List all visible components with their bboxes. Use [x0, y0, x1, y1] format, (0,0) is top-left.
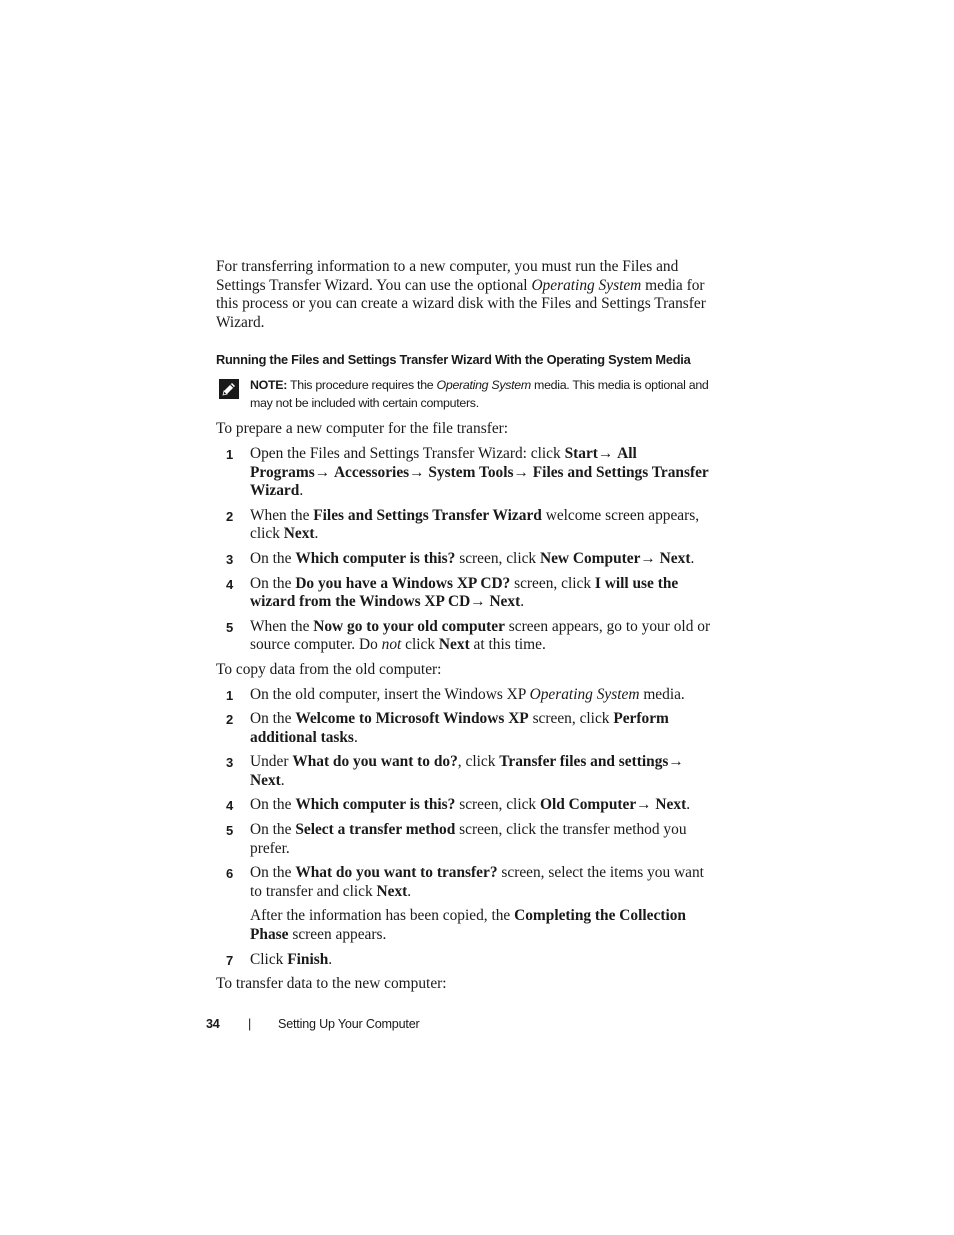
- ui-term: Next: [655, 796, 687, 814]
- step-text: [250, 686, 685, 703]
- page-number: 34: [206, 1017, 220, 1031]
- ui-term: Next: [250, 771, 281, 789]
- text: On the: [250, 821, 296, 839]
- step-text: [250, 507, 699, 543]
- text: On the: [250, 574, 296, 592]
- arrow: →: [470, 593, 490, 611]
- step-number: 5: [226, 823, 234, 839]
- step-subparagraph: [250, 907, 716, 944]
- ui-term: New Computer: [539, 549, 641, 567]
- text: When the: [250, 617, 314, 635]
- list-item: [216, 686, 716, 705]
- ui-term: All Programs: [250, 444, 637, 481]
- intro-text: For transferring information to a new computer, you must run the Files and Settings Transfer Wizard. You can use the optional: [216, 258, 679, 294]
- emphasis: Operating System: [529, 685, 640, 703]
- list-item: [216, 796, 716, 815]
- text: .: [686, 796, 691, 814]
- intro-paragraph: [216, 258, 716, 332]
- text: When the: [250, 506, 314, 524]
- note-text: [250, 376, 716, 412]
- text: screen, click the transfer method you prefer.: [250, 821, 687, 857]
- footer-separator: |: [248, 1017, 252, 1031]
- section-heading: Running the Files and Settings Transfer Wizard With the Operating System Media: [216, 352, 691, 368]
- ui-term: Transfer files and settings: [499, 753, 669, 771]
- text: Click: [250, 950, 288, 968]
- text: screen appears, go to your old or source computer. Do: [250, 617, 711, 654]
- arrow: →: [513, 463, 533, 481]
- list-item: [216, 445, 716, 501]
- ui-term: Completing the Collection Phase: [250, 907, 686, 944]
- copy-lead: To copy data from the old computer:: [216, 660, 442, 678]
- ui-term: Start: [564, 444, 598, 462]
- text: media.: [639, 685, 685, 703]
- note-pencil-icon: [219, 379, 239, 399]
- text: .: [328, 950, 333, 968]
- copy-steps: [216, 686, 716, 970]
- prepare-steps: [216, 445, 716, 655]
- text: screen, click: [455, 796, 540, 814]
- step-text: [250, 864, 704, 900]
- arrow: →: [597, 444, 618, 462]
- step-text: [250, 753, 684, 789]
- note-text-end: media. This media is optional and may not be included with certain computers.: [250, 378, 709, 411]
- text: Under: [250, 753, 293, 771]
- step-number: 3: [226, 755, 234, 771]
- ui-term: Which computer is this?: [295, 796, 456, 814]
- step-text: [250, 445, 709, 499]
- list-item: [216, 507, 716, 544]
- ui-term: Next: [489, 593, 521, 611]
- text: screen, click: [528, 710, 614, 728]
- ui-term: Now go to your old computer: [313, 617, 505, 635]
- text: click: [401, 636, 439, 654]
- prepare-lead: To prepare a new computer for the file transfer:: [216, 420, 509, 438]
- text: Open the Files and Settings Transfer Wizard: click: [250, 444, 565, 462]
- text: .: [314, 525, 319, 543]
- text: .: [299, 482, 304, 500]
- arrow: →: [640, 549, 660, 567]
- step-number: 4: [226, 576, 234, 592]
- list-item: [216, 951, 716, 970]
- ui-term: Welcome to Microsoft Windows XP: [295, 710, 529, 728]
- text: On the: [250, 710, 296, 728]
- list-item: [216, 753, 716, 790]
- intro-italic: Operating System: [531, 276, 642, 294]
- step-number: 6: [226, 866, 234, 882]
- text: screen, click: [455, 549, 540, 567]
- step-number: 1: [226, 446, 234, 462]
- ui-term: What do you want to transfer?: [295, 864, 498, 882]
- text: .: [353, 728, 358, 746]
- ui-term: Next: [283, 525, 315, 543]
- step-text: [250, 821, 687, 857]
- text: .: [520, 593, 525, 611]
- ui-term: I will use the wizard from the Windows XP CD: [250, 574, 679, 611]
- ui-term: Files and Settings Transfer Wizard: [250, 463, 709, 500]
- step-number: 3: [226, 551, 234, 567]
- text: After the information has been copied, the: [250, 907, 515, 925]
- arrow: →: [636, 796, 656, 814]
- text: On the: [250, 549, 296, 567]
- note-box: [216, 376, 716, 412]
- note-text-part: This procedure requires the: [287, 378, 437, 393]
- ui-term: System Tools: [428, 463, 514, 481]
- step-text: [250, 575, 678, 611]
- ui-term: Finish: [287, 950, 329, 968]
- list-item: [216, 618, 716, 655]
- text: screen, click: [510, 574, 595, 592]
- step-text: [250, 618, 710, 654]
- step-text: [250, 796, 690, 813]
- step-text: [250, 951, 332, 968]
- ui-term: Files and Settings Transfer Wizard: [313, 506, 542, 524]
- step-text: [250, 550, 694, 567]
- ui-term: Do you have a Windows XP CD?: [295, 574, 511, 592]
- note-italic: Operating System: [436, 378, 531, 393]
- step-text: [250, 710, 669, 746]
- list-item: [216, 575, 716, 612]
- text: screen appears.: [288, 926, 387, 944]
- ui-term: Which computer is this?: [295, 549, 456, 567]
- note-label: NOTE:: [250, 378, 288, 393]
- emphasis: not: [381, 636, 402, 654]
- text: .: [407, 882, 412, 900]
- arrow: →: [314, 463, 334, 481]
- list-item: [216, 864, 716, 944]
- text: .: [690, 549, 695, 567]
- text: On the: [250, 796, 296, 814]
- step-number: 5: [226, 619, 234, 635]
- ui-term: Next: [659, 549, 691, 567]
- text: at this time.: [469, 636, 546, 654]
- ui-term: Accessories: [333, 463, 410, 481]
- footer-section-title: Setting Up Your Computer: [278, 1017, 420, 1031]
- step-number: 4: [226, 798, 234, 814]
- list-item: [216, 550, 716, 569]
- ui-term: Next: [376, 882, 408, 900]
- ui-term: Perform additional tasks: [250, 710, 669, 746]
- page-content: [216, 258, 716, 994]
- text: welcome screen appears, click: [250, 506, 700, 543]
- intro-text-end: media for this process or you can create a wizard disk with the Files and Settings Transfer Wizard.: [216, 276, 706, 331]
- ui-term: Next: [438, 636, 470, 654]
- step-number: 2: [226, 712, 234, 728]
- list-item: [216, 710, 716, 747]
- transfer-lead: To transfer data to the new computer:: [216, 975, 447, 993]
- text: , click: [457, 753, 500, 771]
- arrow: →: [668, 753, 684, 771]
- ui-term: What do you want to do?: [292, 753, 458, 771]
- step-number: 7: [226, 952, 234, 968]
- list-item: [216, 821, 716, 858]
- text: On the: [250, 864, 296, 882]
- step-number: 2: [226, 508, 234, 524]
- text: On the old computer, insert the Windows XP: [250, 685, 530, 703]
- text: .: [280, 771, 285, 789]
- ui-term: Select a transfer method: [295, 821, 456, 839]
- arrow: →: [409, 463, 429, 481]
- text: screen, select the items you want to transfer and click: [250, 864, 704, 900]
- ui-term: Old Computer: [539, 796, 637, 814]
- step-number: 1: [226, 687, 234, 703]
